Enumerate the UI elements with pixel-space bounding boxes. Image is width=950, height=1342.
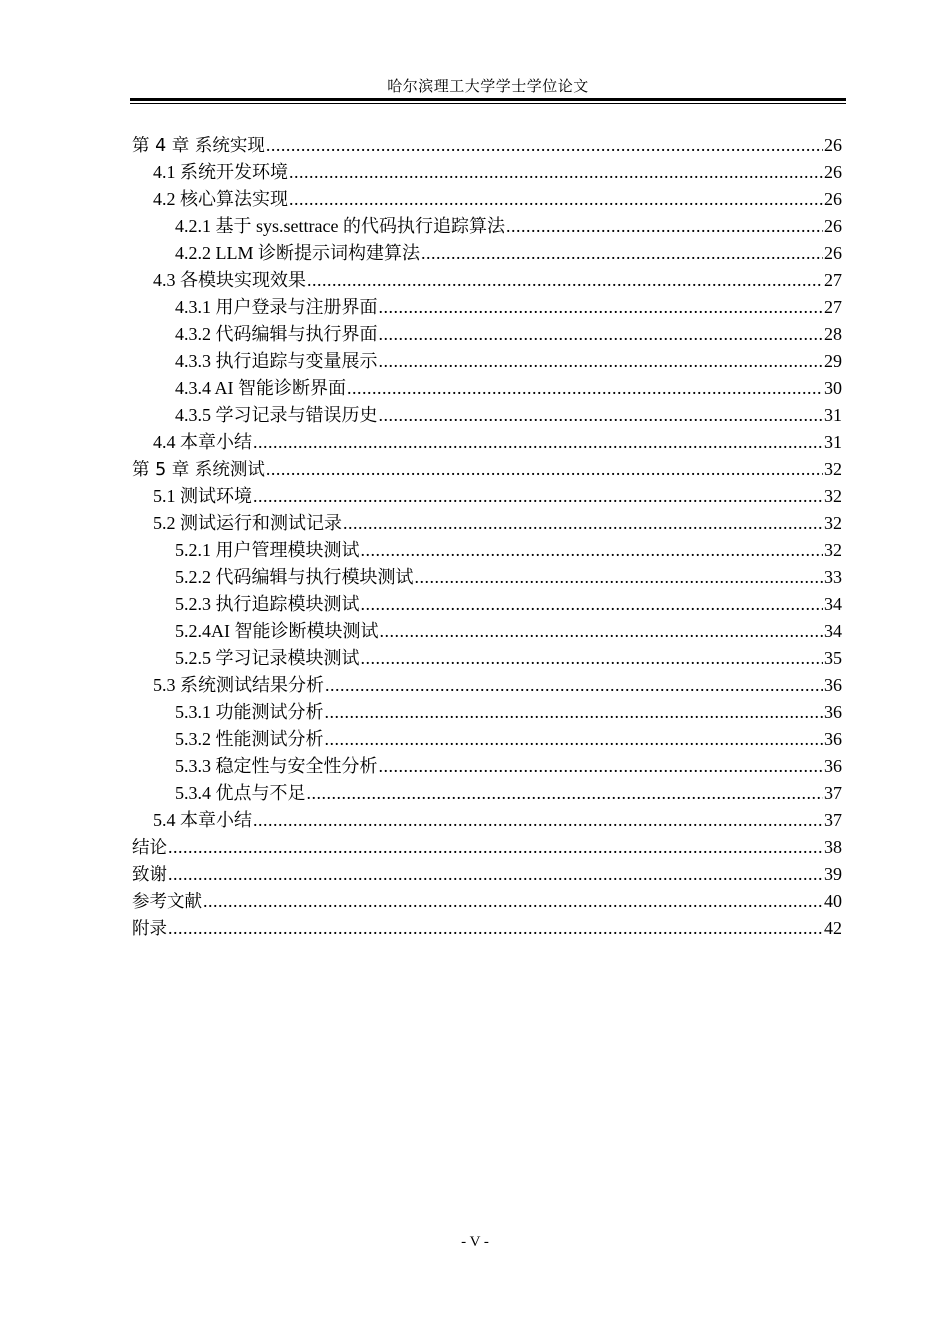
toc-leader-dots [168,915,823,942]
toc-entry-title: 致谢 [132,865,167,885]
toc-entry[interactable] [132,267,842,294]
toc-entry-title: 5.2.4AI 智能诊断模块测试 [175,621,379,641]
toc-entry[interactable] [132,753,842,780]
toc-leader-dots [307,780,824,807]
toc-entry[interactable] [132,483,842,510]
toc-entry-page: 26 [824,189,842,209]
toc-entry-page: 26 [824,243,842,263]
toc-entry-title: 4.3 各模块实现效果 [153,270,306,290]
toc-leader-dots [361,537,824,564]
toc-leader-dots [421,240,823,267]
toc-entry-page: 34 [824,621,842,641]
toc-entry[interactable] [132,294,842,321]
toc-entry-page: 36 [824,702,842,722]
toc-entry-page: 29 [824,351,842,371]
toc-leader-dots [289,186,823,213]
toc-entry-title: 附录 [132,919,167,939]
toc-leader-dots [506,213,823,240]
toc-entry-page: 26 [824,135,842,155]
toc-leader-dots [253,807,823,834]
toc-entry-title: 5.2 测试运行和测试记录 [153,513,342,533]
toc-entry-page: 32 [824,486,842,506]
toc-entry-title: 4.3.2 代码编辑与执行界面 [175,324,378,344]
toc-entry[interactable] [132,591,842,618]
toc-leader-dots [253,483,823,510]
toc-entry-title: 5.3 系统测试结果分析 [153,675,324,695]
toc-leader-dots [361,645,824,672]
toc-entry-page: 31 [824,405,842,425]
toc-entry-page: 37 [824,810,842,830]
toc-entry-title: 结论 [132,838,167,858]
toc-entry[interactable] [132,564,842,591]
header-rule-thick [130,98,846,101]
toc-entry-page: 42 [824,918,842,938]
toc-entry[interactable] [132,348,842,375]
toc-entry-title: 4.3.3 执行追踪与变量展示 [175,351,378,371]
toc-leader-dots [266,456,823,483]
toc-entry-page: 26 [824,216,842,236]
toc-entry-title: 第 5 章 系统测试 [132,460,265,480]
toc-entry-title: 4.2.1 基于 sys.settrace 的代码执行追踪算法 [175,216,505,236]
toc-entry-title: 5.3.1 功能测试分析 [175,702,324,722]
toc-entry-page: 26 [824,162,842,182]
toc-leader-dots [266,132,823,159]
toc-entry-title: 4.1 系统开发环境 [153,162,288,182]
toc-entry[interactable] [132,861,842,888]
toc-entry[interactable] [132,402,842,429]
toc-entry-page: 39 [824,864,842,884]
toc-entry-page: 30 [824,378,842,398]
toc-entry-title: 5.2.1 用户管理模块测试 [175,540,360,560]
toc-leader-dots [379,402,824,429]
toc-entry[interactable] [132,645,842,672]
toc-entry[interactable] [132,780,842,807]
toc-entry-title: 4.2 核心算法实现 [153,189,288,209]
toc-entry-page: 40 [824,891,842,911]
toc-entry-title: 5.2.5 学习记录模块测试 [175,648,360,668]
toc-entry-title: 5.3.4 优点与不足 [175,783,306,803]
toc-entry[interactable] [132,699,842,726]
toc-entry-page: 32 [824,459,842,479]
toc-leader-dots [307,267,823,294]
toc-entry[interactable] [132,537,842,564]
toc-entry-title: 4.3.1 用户登录与注册界面 [175,297,378,317]
toc-entry-title: 4.4 本章小结 [153,432,252,452]
toc-leader-dots [379,294,824,321]
toc-entry[interactable] [132,159,842,186]
toc-entry-title: 5.3.2 性能测试分析 [175,729,324,749]
toc-entry-page: 38 [824,837,842,857]
page-number: - V - [461,1234,489,1250]
toc-entry-page: 34 [824,594,842,614]
toc-leader-dots [168,861,823,888]
toc-leader-dots [253,429,823,456]
toc-leader-dots [289,159,823,186]
toc-entry[interactable] [132,375,842,402]
toc-leader-dots [325,699,824,726]
toc-entry-title: 4.2.2 LLM 诊断提示词构建算法 [175,243,420,263]
toc-entry[interactable] [132,186,842,213]
toc-leader-dots [415,564,824,591]
toc-entry[interactable] [132,429,842,456]
toc-leader-dots [380,618,824,645]
toc-entry[interactable] [132,321,842,348]
toc-leader-dots [343,510,823,537]
toc-entry-title: 第 4 章 系统实现 [132,136,265,156]
toc-entry-page: 33 [824,567,842,587]
table-of-contents [132,132,842,942]
toc-entry-page: 32 [824,513,842,533]
toc-leader-dots [361,591,824,618]
toc-entry-page: 27 [824,297,842,317]
toc-entry[interactable] [132,672,842,699]
toc-entry[interactable] [132,213,842,240]
toc-entry-title: 5.3.3 稳定性与安全性分析 [175,756,378,776]
toc-entry[interactable] [132,915,842,942]
toc-entry[interactable] [132,456,842,483]
toc-entry-page: 35 [824,648,842,668]
toc-entry-page: 36 [824,756,842,776]
toc-entry-page: 37 [824,783,842,803]
toc-leader-dots [347,375,823,402]
toc-entry[interactable] [132,618,842,645]
toc-entry-page: 36 [824,729,842,749]
toc-entry[interactable] [132,807,842,834]
toc-leader-dots [379,348,824,375]
toc-entry-title: 参考文献 [132,892,202,912]
toc-entry-page: 31 [824,432,842,452]
toc-entry-title: 4.3.5 学习记录与错误历史 [175,405,378,425]
toc-leader-dots [203,888,823,915]
toc-entry[interactable] [132,510,842,537]
toc-entry[interactable] [132,726,842,753]
toc-leader-dots [325,672,823,699]
toc-entry-title: 5.2.2 代码编辑与执行模块测试 [175,567,414,587]
header-rule-thin [130,103,846,104]
toc-leader-dots [379,321,824,348]
toc-leader-dots [379,753,824,780]
toc-entry-title: 4.3.4 AI 智能诊断界面 [175,378,346,398]
toc-entry-page: 27 [824,270,842,290]
toc-entry-title: 5.1 测试环境 [153,486,252,506]
toc-leader-dots [325,726,824,753]
toc-entry-page: 28 [824,324,842,344]
toc-entry-title: 5.2.3 执行追踪模块测试 [175,594,360,614]
toc-entry-page: 32 [824,540,842,560]
toc-entry[interactable] [132,132,842,159]
toc-entry[interactable] [132,240,842,267]
toc-leader-dots [168,834,823,861]
toc-entry[interactable] [132,888,842,915]
toc-entry[interactable] [132,834,842,861]
running-header: 哈尔滨理工大学学士学位论文 [387,79,589,95]
toc-entry-title: 5.4 本章小结 [153,810,252,830]
toc-entry-page: 36 [824,675,842,695]
